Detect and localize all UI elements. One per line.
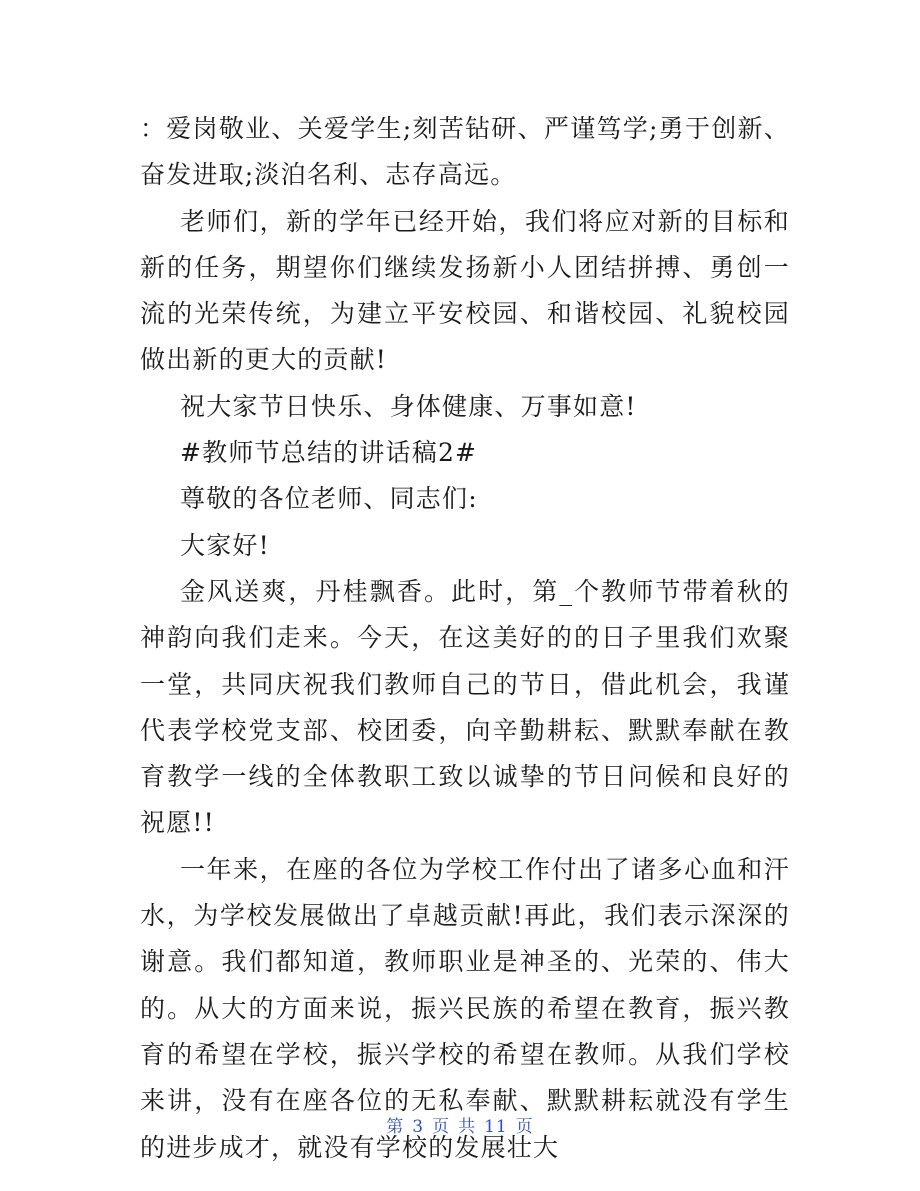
footer-total-word: 共: [458, 1117, 477, 1137]
section-heading: #教师节总结的讲话稿2#: [180, 438, 478, 468]
document-body: [140, 106, 790, 1171]
greeting: 大家好!: [180, 530, 270, 560]
paragraph: 金风送爽，丹桂飘香。此时，第_个教师节带着秋的神韵向我们走来。今天，在这美好的的日子里我们欢聚一堂，共同庆祝我们教师自己的节日，借此机会，我谨代表学校党支部、校团委，向辛勤耕耘、默默奉献在教育教学一线的全体教职工致以诚挚的节日问候和良好的祝愿!!: [140, 576, 790, 838]
paragraph: ：爱岗敬业、关爱学生;刻苦钻研、严谨笃学;勇于创新、奋发进取;淡泊名利、志存高远。: [140, 114, 790, 190]
paragraph: 祝大家节日快乐、身体健康、万事如意!: [180, 391, 637, 421]
paragraph: 一年来，在座的各位为学校工作付出了诸多心血和汗水，为学校发展做出了卓越贡献!再此，我们表示深深的谢意。我们都知道，教师职业是神圣的、光荣的、伟大的。从大的方面来说，振兴民族的希望在教育，振兴教育的希望在学校，振兴学校的希望在教师。从我们学校来讲，没有在座各位的无私奉献、默默耕耘就没有学生的进步成才，就没有学校的发展壮大: [140, 854, 790, 1162]
footer-suffix: 页: [515, 1117, 534, 1137]
footer-page-word: 页: [432, 1117, 451, 1137]
paragraph: 老师们，新的学年已经开始，我们将应对新的目标和新的任务，期望你们继续发扬新小人团结拼搏、勇创一流的光荣传统，为建立平安校园、和谐校园、礼貌校园做出新的更大的贡献!: [140, 206, 790, 375]
page-number-footer: [0, 1112, 920, 1137]
footer-prefix: 第: [386, 1117, 405, 1137]
current-page-number: 3: [412, 1117, 425, 1137]
salutation: 尊敬的各位老师、同志们:: [180, 484, 478, 514]
total-pages-number: 11: [484, 1117, 508, 1137]
